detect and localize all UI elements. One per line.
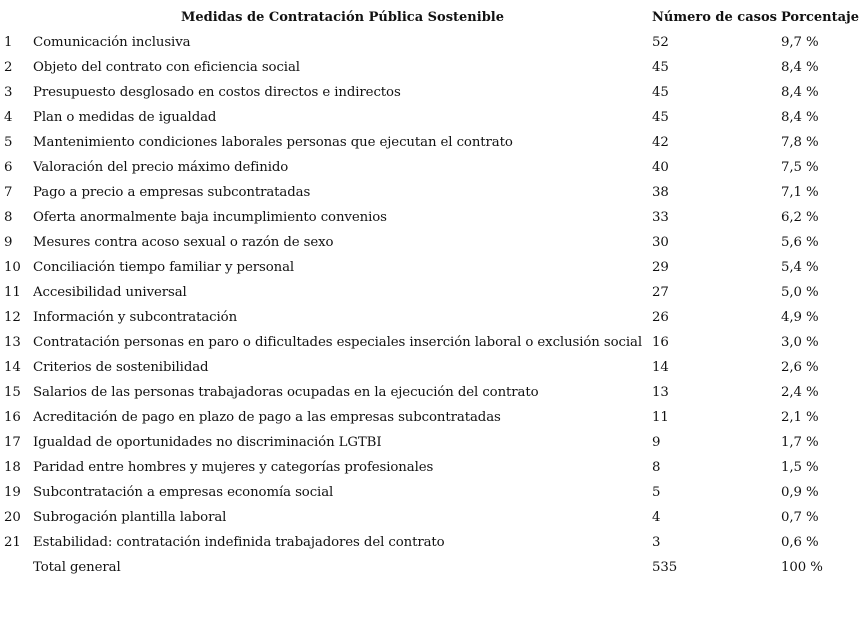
table-row bbox=[4, 155, 860, 180]
row-percentage: 7,5 % bbox=[781, 160, 819, 175]
table-row bbox=[4, 230, 860, 255]
row-percentage: 3,0 % bbox=[781, 335, 819, 350]
row-cases: 45 bbox=[652, 85, 669, 100]
row-number: 12 bbox=[4, 310, 21, 325]
row-percentage: 2,6 % bbox=[781, 360, 819, 375]
row-cases: 42 bbox=[652, 135, 669, 150]
row-number: 21 bbox=[4, 535, 21, 550]
row-cases: 16 bbox=[652, 335, 669, 350]
row-cases: 11 bbox=[652, 410, 669, 425]
row-number: 4 bbox=[4, 110, 13, 125]
row-measure: Contratación personas en paro o dificultades especiales inserción laboral o exclusión social bbox=[33, 335, 643, 350]
table-row bbox=[4, 55, 860, 80]
table-row bbox=[4, 305, 860, 330]
table-row bbox=[4, 255, 860, 280]
header-measure: Medidas de Contratación Pública Sostenible bbox=[180, 10, 504, 25]
table-row bbox=[4, 205, 860, 230]
row-measure: Valoración del precio máximo definido bbox=[33, 160, 289, 175]
row-number: 17 bbox=[4, 435, 21, 450]
row-cases: 5 bbox=[652, 485, 661, 500]
row-percentage: 2,4 % bbox=[781, 385, 819, 400]
row-cases: 33 bbox=[652, 210, 669, 225]
row-cases: 45 bbox=[652, 110, 669, 125]
row-number: 15 bbox=[4, 385, 21, 400]
total-percentage: 100 % bbox=[781, 560, 823, 575]
row-cases: 45 bbox=[652, 60, 669, 75]
row-percentage: 9,7 % bbox=[781, 35, 819, 50]
row-measure: Plan o medidas de igualdad bbox=[33, 110, 217, 125]
row-cases: 38 bbox=[652, 185, 669, 200]
row-measure: Salarios de las personas trabajadoras ocupadas en la ejecución del contrato bbox=[33, 385, 539, 400]
total-number bbox=[4, 555, 33, 580]
table-row bbox=[4, 455, 860, 480]
row-number: 3 bbox=[4, 85, 13, 100]
total-row bbox=[4, 555, 860, 580]
table-row bbox=[4, 505, 860, 530]
row-number: 10 bbox=[4, 260, 21, 275]
row-cases: 13 bbox=[652, 385, 669, 400]
row-cases: 8 bbox=[652, 460, 661, 475]
row-percentage: 0,7 % bbox=[781, 510, 819, 525]
measures-table bbox=[4, 5, 860, 580]
row-measure: Conciliación tiempo familiar y personal bbox=[33, 260, 295, 275]
row-cases: 27 bbox=[652, 285, 669, 300]
row-cases: 4 bbox=[652, 510, 661, 525]
row-measure: Mesures contra acoso sexual o razón de sexo bbox=[33, 235, 334, 250]
table-row bbox=[4, 180, 860, 205]
row-number: 20 bbox=[4, 510, 21, 525]
header-cases: Número de casos bbox=[652, 10, 777, 25]
header-percentage: Porcentaje bbox=[781, 10, 859, 25]
total-label: Total general bbox=[33, 560, 121, 575]
table-row bbox=[4, 480, 860, 505]
row-number: 2 bbox=[4, 60, 13, 75]
table-row bbox=[4, 280, 860, 305]
row-cases: 29 bbox=[652, 260, 669, 275]
row-cases: 14 bbox=[652, 360, 669, 375]
header-row bbox=[4, 5, 860, 30]
row-number: 19 bbox=[4, 485, 21, 500]
total-cases: 535 bbox=[652, 560, 678, 575]
row-measure: Accesibilidad universal bbox=[33, 285, 187, 300]
row-percentage: 8,4 % bbox=[781, 110, 819, 125]
row-cases: 3 bbox=[652, 535, 661, 550]
row-percentage: 8,4 % bbox=[781, 85, 819, 100]
table-row bbox=[4, 130, 860, 155]
row-cases: 30 bbox=[652, 235, 669, 250]
table-row bbox=[4, 380, 860, 405]
row-number: 7 bbox=[4, 185, 13, 200]
table-row bbox=[4, 430, 860, 455]
table-row bbox=[4, 80, 860, 105]
row-percentage: 5,6 % bbox=[781, 235, 819, 250]
row-percentage: 5,0 % bbox=[781, 285, 819, 300]
row-percentage: 0,6 % bbox=[781, 535, 819, 550]
row-cases: 40 bbox=[652, 160, 669, 175]
row-measure: Criterios de sostenibilidad bbox=[33, 360, 209, 375]
row-measure: Presupuesto desglosado en costos directos e indirectos bbox=[33, 85, 401, 100]
row-measure: Subrogación plantilla laboral bbox=[33, 510, 227, 525]
row-measure: Subcontratación a empresas economía social bbox=[33, 485, 334, 500]
row-measure: Estabilidad: contratación indefinida trabajadores del contrato bbox=[33, 535, 445, 550]
row-measure: Igualdad de oportunidades no discriminación LGTBI bbox=[33, 435, 382, 450]
row-cases: 52 bbox=[652, 35, 669, 50]
row-measure: Pago a precio a empresas subcontratadas bbox=[33, 185, 311, 200]
row-number: 9 bbox=[4, 235, 13, 250]
table-row bbox=[4, 405, 860, 430]
row-measure: Oferta anormalmente baja incumplimiento convenios bbox=[33, 210, 387, 225]
row-percentage: 6,2 % bbox=[781, 210, 819, 225]
table-row bbox=[4, 30, 860, 55]
row-percentage: 5,4 % bbox=[781, 260, 819, 275]
row-percentage: 8,4 % bbox=[781, 60, 819, 75]
row-number: 6 bbox=[4, 160, 13, 175]
row-number: 5 bbox=[4, 135, 13, 150]
row-measure: Acreditación de pago en plazo de pago a las empresas subcontratadas bbox=[33, 410, 501, 425]
row-cases: 9 bbox=[652, 435, 661, 450]
row-measure: Objeto del contrato con eficiencia social bbox=[33, 60, 300, 75]
table-row bbox=[4, 355, 860, 380]
table-header bbox=[4, 5, 860, 30]
row-number: 14 bbox=[4, 360, 21, 375]
row-percentage: 2,1 % bbox=[781, 410, 819, 425]
row-number: 16 bbox=[4, 410, 21, 425]
row-number: 11 bbox=[4, 285, 21, 300]
row-percentage: 1,5 % bbox=[781, 460, 819, 475]
row-cases: 26 bbox=[652, 310, 669, 325]
row-number: 1 bbox=[4, 35, 13, 50]
table-row bbox=[4, 105, 860, 130]
row-percentage: 7,1 % bbox=[781, 185, 819, 200]
row-number: 8 bbox=[4, 210, 13, 225]
row-measure: Paridad entre hombres y mujeres y categorías profesionales bbox=[33, 460, 434, 475]
row-percentage: 0,9 % bbox=[781, 485, 819, 500]
row-percentage: 7,8 % bbox=[781, 135, 819, 150]
row-percentage: 4,9 % bbox=[781, 310, 819, 325]
row-number: 13 bbox=[4, 335, 21, 350]
row-measure: Mantenimiento condiciones laborales personas que ejecutan el contrato bbox=[33, 135, 513, 150]
row-number: 18 bbox=[4, 460, 21, 475]
row-percentage: 1,7 % bbox=[781, 435, 819, 450]
table-row bbox=[4, 530, 860, 555]
table-footer bbox=[4, 555, 860, 580]
table-body bbox=[4, 30, 860, 555]
table-row bbox=[4, 330, 860, 355]
row-measure: Información y subcontratación bbox=[33, 310, 238, 325]
header-number bbox=[4, 5, 33, 30]
row-measure: Comunicación inclusiva bbox=[33, 35, 191, 50]
